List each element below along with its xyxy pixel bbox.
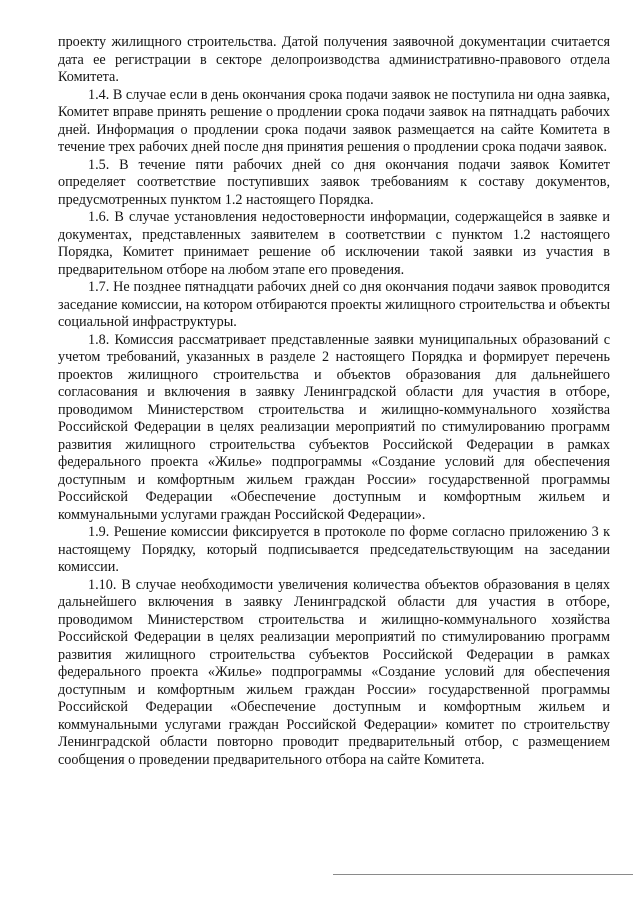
paragraph-1-7: 1.7. Не позднее пятнадцати рабочих дней со дня окончания подачи заявок проводится заседание комиссии, на котором отбираются проекты жилищного строительства и объекты социальной инфраструктуры. bbox=[58, 279, 610, 330]
document-page bbox=[58, 34, 610, 769]
footer-divider-line bbox=[333, 874, 633, 875]
paragraph-1-9: 1.9. Решение комиссии фиксируется в протоколе по форме согласно приложению 3 к настоящему Порядку, который подписывается председательствующим на заседании комиссии. bbox=[58, 524, 610, 575]
paragraph-1-5: 1.5. В течение пяти рабочих дней со дня окончания подачи заявок Комитет определяет соответствие поступивших заявок требованиям к составу документов, предусмотренных пунктом 1.2 настоящего Порядка. bbox=[58, 156, 610, 208]
paragraph-1-6: 1.6. В случае установления недостоверности информации, содержащейся в заявке и документах, представленных заявителем в соответствии с пунктом 1.2 настоящего Порядка, Комитет принимает решение об исключении такой заявки из участия в предварительном отборе на любом этапе его проведения. bbox=[58, 209, 610, 278]
paragraph-1-4: 1.4. В случае если в день окончания срока подачи заявок не поступила ни одна заявка, Комитет вправе принять решение о продлении срока подачи заявок на пятнадцать рабочих дней. Информация о продлении срока подачи заявок размещается на сайте Комитета в течение трех рабочих дней после дня принятия решения о продлении срока подачи заявок. bbox=[58, 86, 610, 155]
paragraph-1-10: 1.10. В случае необходимости увеличения количества объектов образования в целях дальнейшего включения в заявку Ленинградской области для участия в отборе, проводимом Министерством строительства и жилищно-коммунального хозяйства Российской Федерации в целях реализации мероприятий по стимулированию программ развития жилищного строительства субъектов Российской Федерации в рамках федерального проекта «Жилье» подпрограммы «Создание условий для обеспечения доступным и комфортным жильем граждан России» государственной программы Российской Федерации «Обеспечение доступным и комфортным жильем и коммунальными услугами граждан Российской Федерации» комитет по строительству Ленинградской области повторно проводит предварительный отбор, с размещением сообщения о проведении предварительного отбора на сайте Комитета. bbox=[58, 576, 610, 768]
paragraph-1-8: 1.8. Комиссия рассматривает представленные заявки муниципальных образований с учетом требований, указанных в разделе 2 настоящего Порядка и формирует перечень проектов жилищного строительства и объектов образования для дальнейшего согласования и включения в заявку Ленинградской области для участия в отборе, проводимом Министерством строительства и жилищно-коммунального хозяйства Российской Федерации в целях реализации мероприятий по стимулированию программ развития жилищного строительства субъектов Российской Федерации в рамках федерального проекта «Жилье» подпрограммы «Создание условий для обеспечения доступным и комфортным жильем граждан России» государственной программы Российской Федерации «Обеспечение доступным и комфортным жильем и коммунальными услугами граждан Российской Федерации». bbox=[58, 331, 610, 523]
paragraph-continuation: проекту жилищного строительства. Датой получения заявочной документации считается дата ее регистрации в секторе делопроизводства административно-правового отдела Комитета. bbox=[58, 34, 610, 85]
